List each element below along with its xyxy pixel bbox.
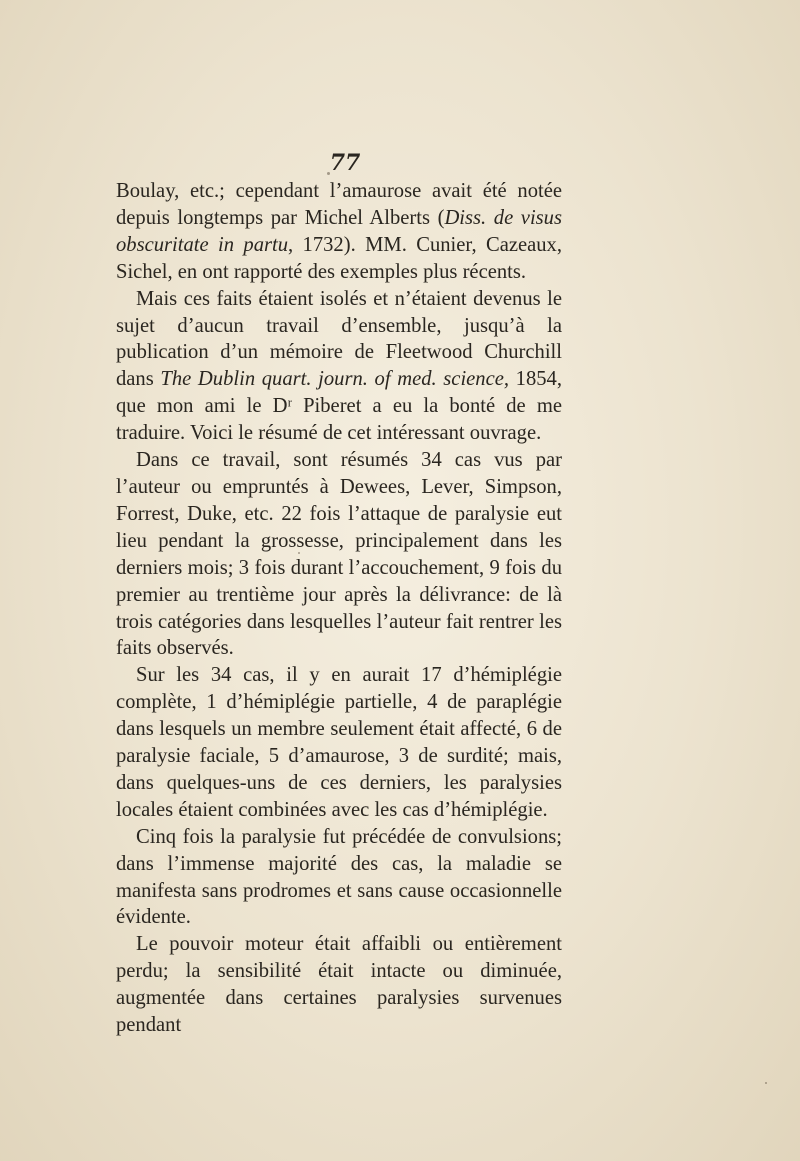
text-run: 1854, que mon ami le Dʳ Piberet a eu la bonté de me traduire. Voici le résumé de cet intéressant ouvrage. [116,368,562,445]
paragraph [116,824,562,932]
text-run: Dans ce travail, sont résumés 34 cas vus par l’auteur ou empruntés à Dewees, Lever, Simpson, Forrest, Duke, etc. 22 fois l’attaque de paralysie eut lieu pendant la grossesse, principalement dans les derniers mois; 3 fois durant l’accouchement, 9 fois du premier au trentième jour après la délivrance: de là trois catégories dans lesquelles l’auteur fait rentrer les faits observés. [116,449,562,660]
paragraph [116,178,562,286]
paragraph [116,662,562,823]
text-run: Boulay, etc.; cependant l’amaurose avait été notée depuis longtemps par Michel Alberts ( [116,180,562,229]
text-run: Mais ces faits étaient isolés et n’étaient devenus le sujet d’aucun travail d’ensemble, jusqu’à la publication d’un mémoire de Fleetwood Churchill dans [116,287,562,391]
paragraph [116,931,562,1039]
paragraph [116,447,562,662]
text-run: Sur les 34 cas, il y en aurait 17 d’hémiplégie complète, 1 d’hémiplégie partielle, 4 de paraplégie dans lesquels un membre seulement était affecté, 6 de paralysie faciale, 5 d’amaurose, 3 de surdité; mais, dans quelques-uns de ces derniers, les paralysies locales étaient combinées avec les cas d’hémiplégie. [116,664,562,821]
italic-citation: Diss. de visus obscuritate in partu [116,206,562,256]
page-number: 77 [329,150,361,176]
italic-citation: The Dublin quart. journ. of med. science, [160,368,510,391]
ink-speck [327,172,330,175]
text-run: Le pouvoir moteur était affaibli ou entièrement perdu; la sensibilité était intacte ou diminuée, augmentée dans certaines paralysies survenues pendant [116,933,562,1037]
ink-speck [298,552,300,554]
text-run: Cinq fois la paralysie fut précédée de convulsions; dans l’immense majorité des cas, la maladie se manifesta sans prodromes et sans cause occasionnelle évidente. [116,825,562,929]
ink-speck [765,1082,767,1084]
body-text [116,178,562,1039]
paragraph [116,286,562,447]
text-run: , 1732). MM. Cunier, Cazeaux, Sichel, en ont rapporté des exemples plus récents. [116,233,562,283]
